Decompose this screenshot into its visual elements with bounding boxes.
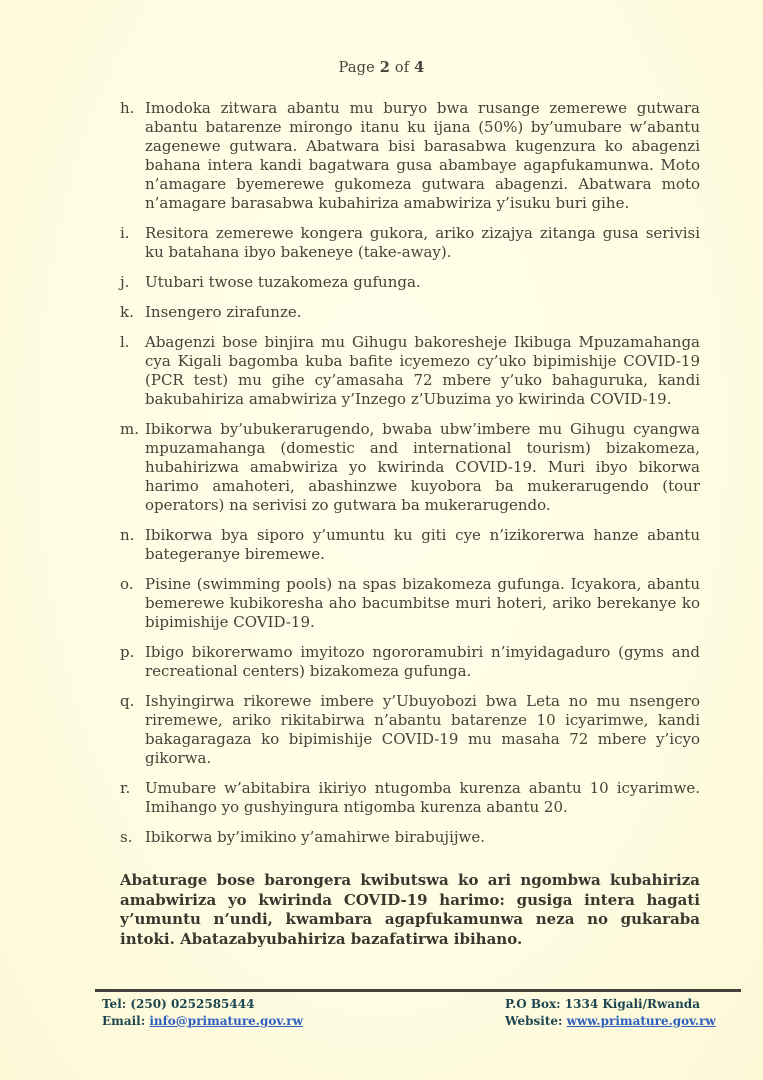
footer-pobox-line (505, 996, 716, 1013)
list-item-q (120, 692, 700, 768)
list-item-text: Resitora zemerewe kongera gukora, ariko zizajya zitanga gusa serivisi ku batahana ibyo bakeneye (take-away). (145, 224, 700, 261)
page-label-prefix: Page (338, 60, 375, 76)
list-item-p (120, 643, 700, 681)
website-label: Website: (505, 1013, 563, 1028)
list-item-o (120, 575, 700, 632)
list-item-i (120, 224, 700, 262)
pobox-value: 1334 Kigali/Rwanda (564, 997, 700, 1011)
list-marker: j. (120, 273, 130, 291)
website-link[interactable]: www.primature.gov.rw (566, 1013, 716, 1028)
list-item-m (120, 420, 700, 515)
list-item-s (120, 828, 700, 847)
email-label: Email: (102, 1013, 146, 1028)
list-marker: o. (120, 575, 134, 593)
tel-label: Tel: (102, 997, 127, 1011)
list-item-text: Ibikorwa by’ubukerarugendo, bwaba ubw’imbere mu Gihugu cyangwa mpuzamahanga (domestic and international tourism) bizakomeza, hubahirizwa amabwiriza yo kwirinda COVID-19. Muri ibyo bikorwa harimo amahoteri, abashinzwe kuyobora ba mukerarugendo (tour operators) na serivisi zo gutwara ba mukerarugendo. (145, 420, 700, 514)
list-item-text: Pisine (swimming pools) na spas bizakomeza gufunga. Icyakora, abantu bemerewe kubikoresha aho bacumbitse muri hoteri, ariko berekanye ko bipimishije COVID-19. (145, 575, 700, 631)
page-number: 2 (379, 59, 391, 76)
list-item-text: Umubare w’abitabira ikiriyo ntugomba kurenza abantu 10 icyarimwe. Imihango yo gushyingura ntigomba kurenza abantu 20. (145, 779, 700, 816)
list-item-n (120, 526, 700, 564)
list-marker: q. (120, 692, 135, 710)
pobox-label: P.O Box: (505, 997, 561, 1011)
footer-contact-block (95, 992, 741, 1029)
list-marker: s. (120, 828, 133, 846)
document-body (120, 99, 700, 964)
list-item-j (120, 273, 700, 292)
list-marker: i. (120, 224, 130, 242)
list-item-text: Ibikorwa bya siporo y’umuntu ku giti cye n’izikorerwa hanze abantu bategeranye biremewe. (145, 526, 700, 563)
list-item-r (120, 779, 700, 817)
list-marker: r. (120, 779, 131, 797)
list-item-text: Abagenzi bose binjira mu Gihugu bakoresheje Ikibuga Mpuzamahanga cya Kigali bagomba kuba bafite icyemezo cy’uko bipimishije COVID-19 (PCR test) mu gihe cy’amasaha 72 mbere y’uko bahaguruka, kandi bakubahiriza amabwiriza y’Inzego z’Ubuzima yo kwirinda COVID-19. (145, 333, 700, 408)
list-item-text: Utubari twose tuzakomeza gufunga. (145, 273, 421, 291)
footer-right-column (505, 996, 716, 1029)
list-item-text: Ibigo bikorerwamo imyitozo ngororamubiri n’imyidagaduro (gyms and recreational centers) bizakomeza gufunga. (145, 643, 700, 680)
footer-website-line (505, 1013, 716, 1030)
list-marker: m. (120, 420, 139, 438)
closing-warning-paragraph: Abaturage bose barongera kwibutswa ko ari ngombwa kubahiriza amabwiriza yo kwirinda COVID-19 harimo: gusiga intera hagati y’umuntu n’undi, kwambara agapfukamunwa neza no gukaraba intoki. Abatazabyubahiriza bazafatirwa ibihano. (120, 871, 700, 948)
page-footer (95, 989, 741, 1029)
list-marker: l. (120, 333, 130, 351)
list-marker: h. (120, 99, 135, 117)
list-marker: n. (120, 526, 135, 544)
list-item-text: Imodoka zitwara abantu mu buryo bwa rusange zemerewe gutwara abantu batarenze mirongo itanu ku ijana (50%) by’umubare w’abantu zagenewe gutwara. Abatwara bisi barasabwa kugenzura ko abagenzi bahana intera kandi bagatwara gusa abambaye agapfukamunwa. Moto n’amagare byemerewe gukomeza gutwara abagenzi. Abatwara moto n’amagare barasabwa kubahiriza amabwiriza y’isuku buri gihe. (145, 99, 700, 212)
list-item-k (120, 303, 700, 322)
list-marker: p. (120, 643, 135, 661)
list-item-text: Ishyingirwa rikorewe imbere y’Ubuyobozi bwa Leta no mu nsengero riremewe, ariko rikitabirwa n’abantu batarenze 10 icyarimwe, kandi bakagaragaza ko bipimishije COVID-19 mu masaha 72 mbere y’icyo gikorwa. (145, 692, 700, 767)
list-marker: k. (120, 303, 134, 321)
email-link[interactable]: info@primature.gov.rw (149, 1013, 303, 1028)
page-total: 4 (414, 59, 425, 76)
tel-value: (250) 0252585444 (130, 997, 255, 1011)
list-item-text: Ibikorwa by’imikino y’amahirwe birabujijwe. (145, 828, 485, 846)
page-number-header (0, 59, 763, 76)
page-label-of: of (394, 60, 410, 76)
list-item-text: Insengero zirafunze. (145, 303, 302, 321)
list-item-l (120, 333, 700, 409)
list-item-h (120, 99, 700, 213)
